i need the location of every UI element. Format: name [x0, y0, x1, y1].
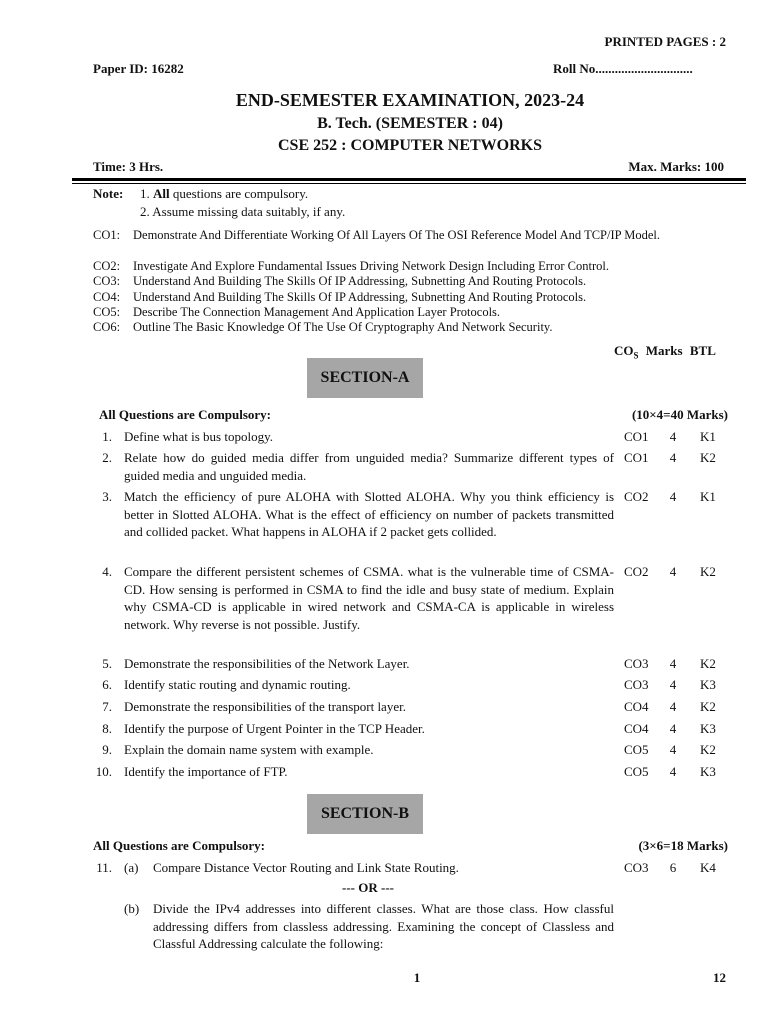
note-item: [140, 203, 345, 221]
question-marks: 4: [669, 742, 677, 757]
paper-id: Paper ID: 16282: [93, 61, 184, 76]
question-text: Relate how do guided media differ from unguided media? Summarize different types of guided media and unguided media.: [124, 450, 614, 483]
col-cos: CO: [614, 343, 634, 358]
question-text: Compare Distance Vector Routing and Link State Routing.: [153, 860, 459, 875]
co-text: Demonstrate And Differentiate Working Of All Layers Of The OSI Reference Model And TCP/IP Model.: [133, 228, 661, 242]
question-number: 10.: [95, 764, 112, 779]
question-btl: K2: [700, 699, 716, 714]
question-text: Define what is bus topology.: [124, 429, 273, 444]
question-number: 1.: [102, 429, 112, 444]
question-co: CO2: [624, 489, 649, 504]
question-marks: 4: [669, 677, 677, 692]
question-co: CO5: [624, 742, 649, 757]
question-btl: K3: [700, 764, 716, 779]
col-marks: Marks: [645, 343, 683, 358]
section-b-marks: (3×6=18 Marks): [638, 838, 728, 853]
question-co: CO2: [624, 564, 649, 579]
section-a-instruction: All Questions are Compulsory:: [99, 407, 272, 422]
question-marks: 4: [669, 429, 677, 444]
note-label: Note:: [93, 186, 124, 201]
question-text: Explain the domain name system with example.: [124, 742, 374, 757]
question-text: Identify static routing and dynamic routing.: [124, 677, 351, 692]
question-text: Demonstrate the responsibilities of the transport layer.: [124, 699, 406, 714]
exam-title: END-SEMESTER EXAMINATION, 2023-24: [235, 90, 585, 110]
footer-right-number: 12: [713, 970, 726, 985]
question-number: 3.: [102, 489, 112, 504]
header-divider-thick: [72, 178, 746, 181]
question-co: CO3: [624, 677, 649, 692]
note-text: questions are compulsory.: [169, 186, 309, 201]
question-co: CO5: [624, 764, 649, 779]
question-btl: K2: [700, 656, 716, 671]
or-divider: --- OR ---: [342, 880, 394, 895]
co-code: CO3:: [93, 274, 121, 288]
program-title: B. Tech. (SEMESTER : 04): [317, 115, 503, 132]
question-co: CO3: [624, 860, 649, 875]
question-number: 11.: [96, 860, 112, 875]
question-number: 2.: [102, 450, 112, 465]
column-headers: [614, 342, 716, 365]
co-code: CO6:: [93, 320, 121, 334]
question-marks: 4: [669, 450, 677, 465]
question-co: CO4: [624, 699, 649, 714]
question-btl: K1: [700, 489, 716, 504]
question-btl: K1: [700, 429, 716, 444]
co-code: CO4:: [93, 290, 121, 304]
note-num: 1.: [140, 186, 150, 201]
question-text: Identify the purpose of Urgent Pointer in the TCP Header.: [124, 721, 425, 736]
roll-no: Roll No..............................: [553, 61, 693, 76]
co-code: CO1:: [93, 228, 121, 242]
section-b-title: SECTION-B: [307, 794, 423, 834]
question-number: 6.: [102, 677, 112, 692]
question-btl: K3: [700, 677, 716, 692]
section-a-title: SECTION-A: [307, 358, 423, 398]
sub-question-label: (b): [124, 901, 140, 916]
co-code: CO5:: [93, 305, 121, 319]
question-marks: 4: [669, 564, 677, 579]
section-a-marks: (10×4=40 Marks): [631, 407, 728, 422]
max-marks: Max. Marks: 100: [628, 159, 724, 174]
col-cos-sub: S: [633, 350, 639, 361]
co-text: Investigate And Explore Fundamental Issues Driving Network Design Including Error Control.: [133, 259, 609, 273]
question-number: 4.: [102, 564, 112, 579]
question-number: 7.: [102, 699, 112, 714]
question-co: CO3: [624, 656, 649, 671]
sub-question-label: (a): [124, 860, 139, 875]
note-bold: All: [153, 186, 170, 201]
exam-time: Time: 3 Hrs.: [93, 159, 164, 174]
co-code: CO2:: [93, 259, 121, 273]
section-b-instruction: All Questions are Compulsory:: [93, 838, 266, 853]
question-text: Compare the different persistent schemes of CSMA. what is the vulnerable time of CSMA-CD. How sensing is performed in CSMA to find the idle and busy state of medium. Explain why CSMA-CD is applicable in wired network and CSMA-CA is applicable in wireless network. Why reverse is not possible. Justify.: [124, 564, 614, 632]
question-co: CO1: [624, 429, 649, 444]
question-btl: K2: [700, 564, 716, 579]
question-marks: 4: [669, 656, 677, 671]
co-text: Understand And Building The Skills Of IP Addressing, Subnetting And Routing Protocols.: [133, 290, 587, 304]
question-co: CO4: [624, 721, 649, 736]
question-marks: 6: [669, 860, 677, 875]
page-number: 1: [413, 970, 421, 985]
course-title: CSE 252 : COMPUTER NETWORKS: [277, 137, 543, 154]
co-text: Outline The Basic Knowledge Of The Use Of Cryptography And Network Security.: [133, 320, 553, 334]
question-text: Divide the IPv4 addresses into different classes. What are those class. How classful addressing differs from classless addressing. Examining the concept of Classless and Classful Addressing calculate the following:: [153, 901, 614, 951]
question-marks: 4: [669, 721, 677, 736]
header-divider-thin: [72, 183, 746, 184]
printed-pages: PRINTED PAGES : 2: [604, 34, 726, 49]
question-btl: K3: [700, 721, 716, 736]
question-btl: K2: [700, 742, 716, 757]
question-marks: 4: [669, 699, 677, 714]
question-marks: 4: [669, 489, 677, 504]
co-text: Understand And Building The Skills Of IP Addressing, Subnetting And Routing Protocols.: [133, 274, 587, 288]
question-text: Demonstrate the responsibilities of the Network Layer.: [124, 656, 410, 671]
co-text: Describe The Connection Management And Application Layer Protocols.: [133, 305, 501, 319]
question-co: CO1: [624, 450, 649, 465]
question-btl: K4: [700, 860, 716, 875]
note-item: [140, 185, 308, 203]
question-btl: K2: [700, 450, 716, 465]
question-text: Match the efficiency of pure ALOHA with Slotted ALOHA. Why you think efficiency is better in Slotted ALOHA. What is the effect of efficiency on number of packets transmitted and collided packet. What happens in ALOHA if 2 packet gets collided.: [124, 489, 614, 539]
question-number: 8.: [102, 721, 112, 736]
question-number: 9.: [102, 742, 112, 757]
question-number: 5.: [102, 656, 112, 671]
question-marks: 4: [669, 764, 677, 779]
question-text: Identify the importance of FTP.: [124, 764, 288, 779]
note-text: Assume missing data suitably, if any.: [152, 204, 346, 219]
col-btl: BTL: [689, 343, 716, 358]
note-num: 2.: [140, 204, 150, 219]
